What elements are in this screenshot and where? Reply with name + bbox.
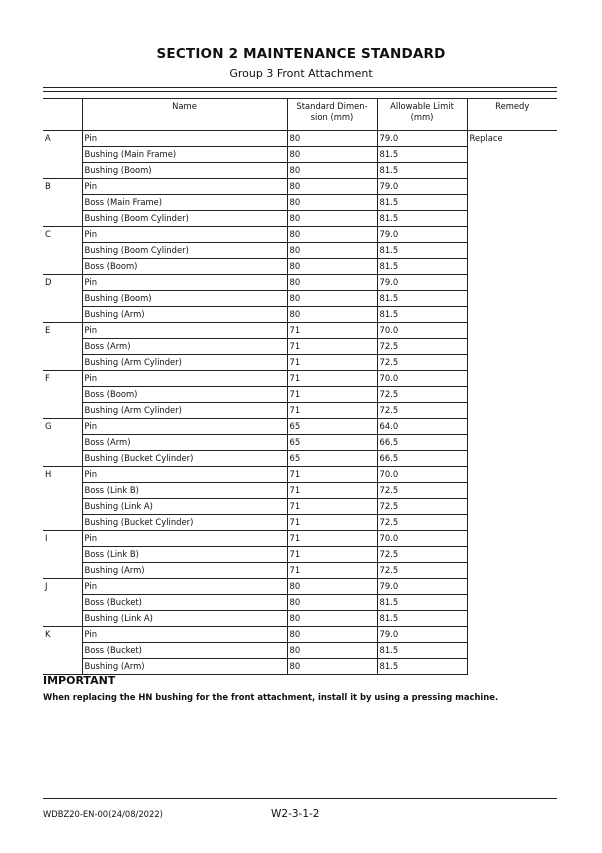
header-remedy: Remedy [467, 99, 557, 131]
cell-standard-dimension: 80 [287, 627, 377, 643]
cell-group-id: K [43, 627, 82, 643]
cell-group-id [43, 339, 82, 355]
cell-group-id [43, 483, 82, 499]
cell-standard-dimension: 80 [287, 579, 377, 595]
cell-allowable-limit: 81.5 [377, 643, 467, 659]
cell-allowable-limit: 66.5 [377, 451, 467, 467]
cell-group-id [43, 387, 82, 403]
cell-allowable-limit: 70.0 [377, 323, 467, 339]
cell-name: Boss (Bucket) [82, 643, 287, 659]
cell-standard-dimension: 65 [287, 419, 377, 435]
cell-group-id: B [43, 179, 82, 195]
cell-standard-dimension: 71 [287, 531, 377, 547]
cell-group-id [43, 435, 82, 451]
section-title: SECTION 2 MAINTENANCE STANDARD [156, 46, 446, 62]
cell-allowable-limit: 72.5 [377, 547, 467, 563]
cell-name: Bushing (Bucket Cylinder) [82, 451, 287, 467]
cell-standard-dimension: 80 [287, 659, 377, 675]
cell-group-id: I [43, 531, 82, 547]
maintenance-standard-table [43, 98, 557, 675]
cell-name: Pin [82, 131, 287, 147]
cell-allowable-limit: 66.5 [377, 435, 467, 451]
header-standard-dimension: Standard Dimen- sion (mm) [287, 99, 377, 131]
cell-name: Bushing (Arm) [82, 659, 287, 675]
cell-name: Pin [82, 531, 287, 547]
cell-allowable-limit: 81.5 [377, 147, 467, 163]
cell-standard-dimension: 80 [287, 643, 377, 659]
cell-name: Pin [82, 179, 287, 195]
cell-name: Pin [82, 371, 287, 387]
cell-name: Boss (Boom) [82, 387, 287, 403]
cell-group-id [43, 259, 82, 275]
cell-group-id [43, 563, 82, 579]
cell-standard-dimension: 80 [287, 275, 377, 291]
cell-standard-dimension: 71 [287, 403, 377, 419]
cell-name: Bushing (Arm) [82, 307, 287, 323]
cell-allowable-limit: 79.0 [377, 627, 467, 643]
cell-name: Bushing (Arm Cylinder) [82, 403, 287, 419]
important-heading: IMPORTANT [43, 674, 116, 687]
cell-group-id [43, 451, 82, 467]
cell-group-id [43, 403, 82, 419]
cell-allowable-limit: 72.5 [377, 499, 467, 515]
cell-group-id: H [43, 467, 82, 483]
cell-standard-dimension: 71 [287, 515, 377, 531]
cell-name: Pin [82, 323, 287, 339]
cell-group-id [43, 515, 82, 531]
cell-allowable-limit: 64.0 [377, 419, 467, 435]
cell-allowable-limit: 79.0 [377, 579, 467, 595]
cell-allowable-limit: 79.0 [377, 131, 467, 147]
cell-allowable-limit: 72.5 [377, 563, 467, 579]
cell-allowable-limit: 81.5 [377, 611, 467, 627]
cell-allowable-limit: 81.5 [377, 243, 467, 259]
cell-group-id [43, 611, 82, 627]
cell-allowable-limit: 72.5 [377, 355, 467, 371]
cell-allowable-limit: 70.0 [377, 531, 467, 547]
cell-allowable-limit: 79.0 [377, 275, 467, 291]
cell-group-id [43, 659, 82, 675]
cell-name: Pin [82, 467, 287, 483]
cell-group-id: J [43, 579, 82, 595]
cell-standard-dimension: 71 [287, 467, 377, 483]
cell-standard-dimension: 80 [287, 179, 377, 195]
header-rule-bottom [43, 91, 557, 92]
cell-group-id: C [43, 227, 82, 243]
cell-name: Pin [82, 227, 287, 243]
cell-standard-dimension: 71 [287, 371, 377, 387]
cell-allowable-limit: 72.5 [377, 387, 467, 403]
cell-standard-dimension: 80 [287, 131, 377, 147]
group-title: Group 3 Front Attachment [229, 67, 373, 80]
cell-group-id [43, 147, 82, 163]
cell-group-id: G [43, 419, 82, 435]
cell-group-id [43, 243, 82, 259]
cell-standard-dimension: 71 [287, 323, 377, 339]
cell-allowable-limit: 72.5 [377, 339, 467, 355]
cell-name: Bushing (Boom Cylinder) [82, 211, 287, 227]
table-row [43, 131, 557, 147]
cell-name: Boss (Main Frame) [82, 195, 287, 211]
cell-name: Pin [82, 275, 287, 291]
cell-standard-dimension: 80 [287, 307, 377, 323]
cell-standard-dimension: 80 [287, 163, 377, 179]
table-body [43, 131, 557, 675]
cell-name: Bushing (Boom) [82, 291, 287, 307]
footer-rule [43, 798, 557, 799]
cell-standard-dimension: 80 [287, 147, 377, 163]
cell-name: Bushing (Arm) [82, 563, 287, 579]
cell-name: Bushing (Bucket Cylinder) [82, 515, 287, 531]
cell-group-id [43, 307, 82, 323]
cell-name: Bushing (Boom) [82, 163, 287, 179]
cell-group-id [43, 547, 82, 563]
cell-group-id [43, 195, 82, 211]
header-rule-top [43, 87, 557, 88]
cell-name: Boss (Boom) [82, 259, 287, 275]
cell-allowable-limit: 70.0 [377, 467, 467, 483]
cell-standard-dimension: 71 [287, 499, 377, 515]
cell-standard-dimension: 71 [287, 547, 377, 563]
cell-standard-dimension: 71 [287, 483, 377, 499]
cell-standard-dimension: 80 [287, 259, 377, 275]
cell-allowable-limit: 81.5 [377, 195, 467, 211]
cell-allowable-limit: 72.5 [377, 515, 467, 531]
cell-allowable-limit: 81.5 [377, 659, 467, 675]
cell-group-id [43, 291, 82, 307]
cell-group-id [43, 499, 82, 515]
cell-allowable-limit: 81.5 [377, 211, 467, 227]
cell-allowable-limit: 70.0 [377, 371, 467, 387]
footer-page-number: W2-3-1-2 [271, 808, 320, 820]
cell-standard-dimension: 80 [287, 211, 377, 227]
cell-name: Bushing (Link A) [82, 499, 287, 515]
cell-remedy: Replace [469, 133, 503, 143]
cell-standard-dimension: 65 [287, 435, 377, 451]
cell-standard-dimension: 80 [287, 611, 377, 627]
cell-name: Boss (Bucket) [82, 595, 287, 611]
cell-standard-dimension: 71 [287, 387, 377, 403]
cell-group-id [43, 163, 82, 179]
cell-group-id: E [43, 323, 82, 339]
cell-allowable-limit: 81.5 [377, 595, 467, 611]
cell-standard-dimension: 80 [287, 227, 377, 243]
cell-standard-dimension: 71 [287, 339, 377, 355]
cell-standard-dimension: 80 [287, 595, 377, 611]
cell-allowable-limit: 81.5 [377, 259, 467, 275]
cell-group-id [43, 355, 82, 371]
cell-name: Boss (Arm) [82, 435, 287, 451]
cell-name: Bushing (Main Frame) [82, 147, 287, 163]
cell-name: Bushing (Boom Cylinder) [82, 243, 287, 259]
cell-standard-dimension: 80 [287, 291, 377, 307]
header-allowable-limit: Allowable Limit (mm) [377, 99, 467, 131]
header-name: Name [82, 99, 287, 131]
cell-group-id: F [43, 371, 82, 387]
cell-allowable-limit: 81.5 [377, 163, 467, 179]
table-header-row [43, 99, 557, 131]
cell-name: Bushing (Link A) [82, 611, 287, 627]
cell-allowable-limit: 72.5 [377, 403, 467, 419]
cell-group-id: A [43, 131, 82, 147]
cell-standard-dimension: 80 [287, 195, 377, 211]
footer-doc-code: WDBZ20-EN-00(24/08/2022) [43, 809, 163, 819]
cell-name: Bushing (Arm Cylinder) [82, 355, 287, 371]
cell-group-id [43, 595, 82, 611]
cell-name: Pin [82, 419, 287, 435]
cell-group-id [43, 211, 82, 227]
cell-allowable-limit: 81.5 [377, 307, 467, 323]
cell-name: Boss (Link B) [82, 483, 287, 499]
cell-group-id: D [43, 275, 82, 291]
cell-name: Boss (Link B) [82, 547, 287, 563]
cell-allowable-limit: 72.5 [377, 483, 467, 499]
important-text: When replacing the HN bushing for the front attachment, install it by using a pressing machine. [43, 692, 499, 702]
header-id [43, 99, 82, 131]
cell-name: Boss (Arm) [82, 339, 287, 355]
cell-allowable-limit: 79.0 [377, 179, 467, 195]
cell-standard-dimension: 71 [287, 563, 377, 579]
cell-allowable-limit: 81.5 [377, 291, 467, 307]
cell-name: Pin [82, 627, 287, 643]
cell-standard-dimension: 71 [287, 355, 377, 371]
cell-standard-dimension: 80 [287, 243, 377, 259]
cell-name: Pin [82, 579, 287, 595]
cell-group-id [43, 643, 82, 659]
cell-allowable-limit: 79.0 [377, 227, 467, 243]
cell-standard-dimension: 65 [287, 451, 377, 467]
